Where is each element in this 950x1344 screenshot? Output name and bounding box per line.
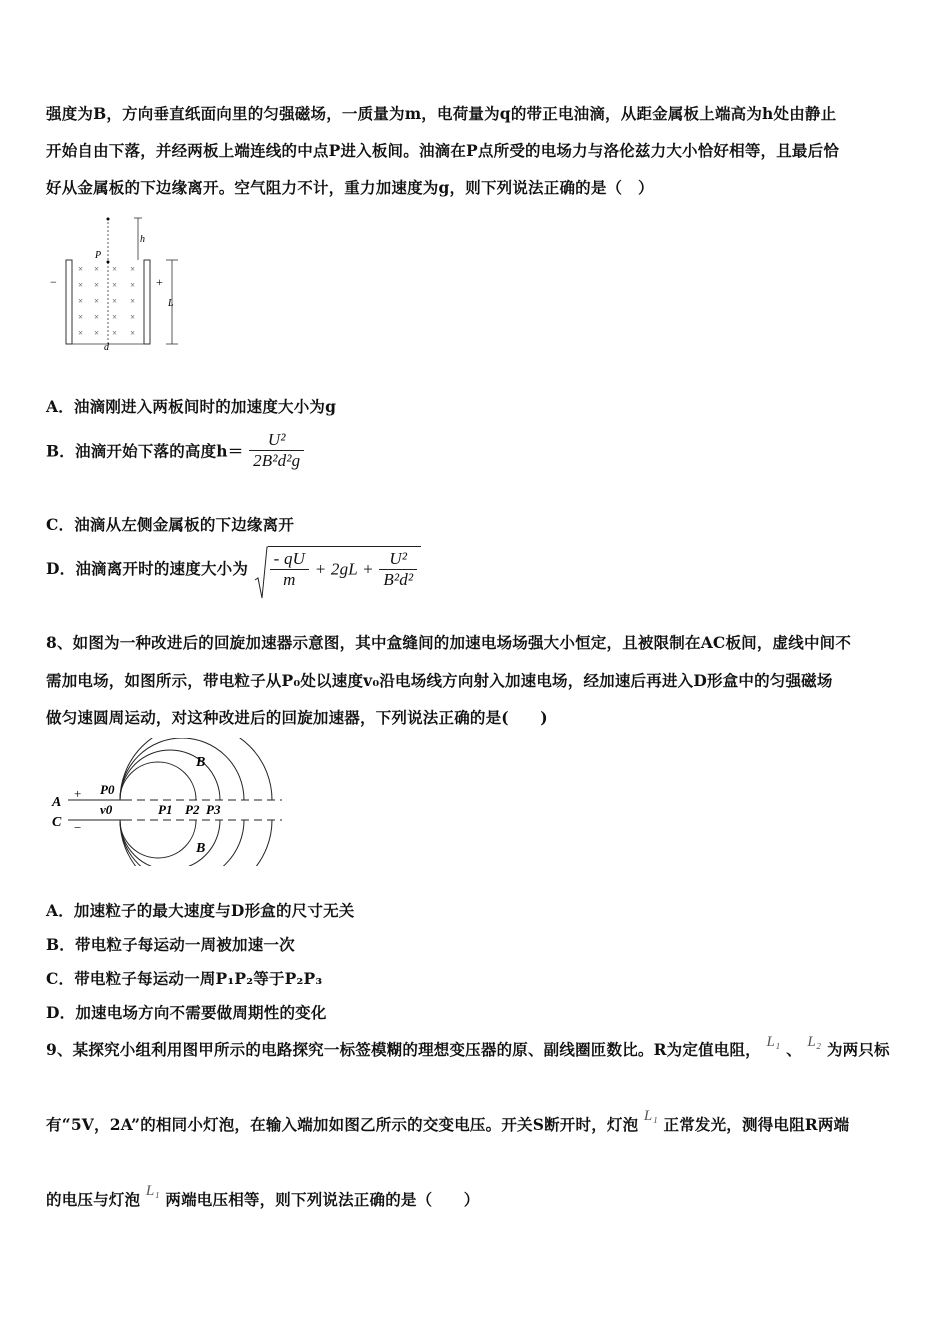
q9-line3-part-2: 两端电压相等，则下列说法正确的是（ ） [165,1190,480,1209]
q9-stem-line-1 [46,1034,890,1060]
cross: × [78,280,84,290]
q8-figure-cyclotron [46,738,296,866]
q7-fig-label-d: d [104,342,109,353]
q7-option-b-numerator: U² [249,430,304,451]
q7-option-d-text: D．油滴离开时的速度大小为 [46,559,249,578]
cross: × [78,328,84,338]
cross: × [78,312,84,322]
q8-fig-label-b-top: B [196,755,206,770]
q7-figure-capacitor-field [46,214,196,354]
cross: × [78,296,84,306]
q7-option-b-denominator: 2B²d²g [253,451,301,470]
q8-option-c: C．带电粒子每运动一周P₁P₂等于P₂P₃ [46,969,323,988]
q7-option-b-text: B．油滴开始下落的高度h＝ [46,441,244,461]
q7-fig-plus: + [156,275,163,289]
cross: × [130,312,136,322]
q7-option-b-fraction [249,430,304,471]
q8-stem-line-1: 8、如图为一种改进后的回旋加速器示意图，其中盒缝间的加速电场场强大小恒定，且被限制在AC板间，虚线中间不 [46,633,852,652]
q8-fig-arc-3 [120,738,244,800]
q7-option-c: C．油滴从左侧金属板的下边缘离开 [46,515,295,534]
q9-line3-part-1: 的电压与灯泡 [46,1190,141,1209]
q7-option-d [46,546,421,590]
q7-option-d-frac2-den: B²d² [383,570,414,589]
q9-symbol-l2: L₂ [807,1034,822,1050]
q7-fig-minus: − [50,275,57,289]
q9-separator: 、 [786,1040,802,1059]
q8-stem-line-2: 需加电场，如图所示，带电粒子从P₀处以速度v₀沿电场线方向射入加速电场，经加速后再进入D形盒中的匀强磁场 [46,671,833,690]
q8-fig-label-b-bottom: B [196,841,206,856]
q8-fig-label-p2: P2 [185,802,200,817]
cross: × [112,280,118,290]
q8-stem-line-3: 做匀速圆周运动，对这种改进后的回旋加速器，下列说法正确的是( ) [46,708,548,727]
q8-fig-label-c: C [52,815,62,830]
q9-stem-part-2: 为两只标 [826,1040,890,1059]
q9-line2-part-1: 有“5V，2A”的相同小灯泡，在输入端加如图乙所示的交变电压。开关S断开时，灯泡 [46,1115,639,1134]
cross: × [130,296,136,306]
q7-option-d-middle-terms: + 2gL + [314,559,374,579]
q7-fig-label-p: P [95,250,102,261]
q7-option-d-frac1-den: m [283,570,296,589]
cross: × [94,264,100,274]
q8-fig-label-p3: P3 [206,802,221,817]
q8-option-b: B．带电粒子每运动一周被加速一次 [46,935,295,954]
sqrt-sign-icon [254,546,268,600]
q7-fig-drop-start [107,218,110,221]
q7-option-d-frac2-num: U² [379,549,417,570]
q8-option-a: A．加速粒子的最大速度与D形盒的尺寸无关 [46,901,355,920]
q9-stem-part-1: 9、某探究小组利用图甲所示的电路探究一标签模糊的理想变压器的原、副线圈匝数比。R为定值电阻， [46,1040,761,1059]
q9-stem-line-3 [46,1183,480,1210]
cross: × [94,296,100,306]
cross: × [130,328,136,338]
q7-stem-line-3: 好从金属板的下边缘离开。空气阻力不计，重力加速度为g，则下列说法正确的是（ ） [46,178,654,197]
cross: × [130,264,136,274]
cross: × [94,280,100,290]
q7-fig-label-h: h [140,234,145,245]
q8-option-d: D．加速电场方向不需要做周期性的变化 [46,1003,327,1022]
q7-fig-right-plate [144,260,150,344]
q7-option-b [46,430,304,471]
q8-fig-label-p1: P1 [158,802,173,817]
q7-fig-left-plate [66,260,72,344]
cross: × [112,312,118,322]
q9-symbol-l1-c: L₁ [145,1183,160,1199]
q9-symbol-l1: L₁ [766,1034,781,1050]
cross: × [112,264,118,274]
q8-fig-minus: − [74,820,82,835]
q8-fig-label-a: A [52,795,62,810]
q7-option-d-frac1-num: - qU [270,549,310,570]
cross: × [78,264,84,274]
q7-fig-point-p [107,261,110,264]
q8-fig-label-p0: P0 [100,782,115,797]
cross: × [112,296,118,306]
q7-stem-line-1: 强度为B，方向垂直纸面向里的匀强磁场，一质量为m，电荷量为q的带正电油滴，从距金属板上端高为h处由静止 [46,104,837,123]
q8-fig-plus: + [74,786,82,801]
cross: × [112,328,118,338]
cross: × [94,312,100,322]
q7-stem-line-2: 开始自由下落，并经两板上端连线的中点P进入板间。油滴在P点所受的电场力与洛伦兹力大小恰好相等，且最后恰 [46,141,840,160]
q9-symbol-l1-b: L₁ [643,1108,658,1124]
cross: × [94,328,100,338]
q7-fig-label-l: L [168,298,174,309]
q8-fig-label-v0: v0 [100,802,113,817]
cross: × [130,280,136,290]
q7-option-d-frac1 [270,549,310,590]
q7-option-d-frac2 [379,549,417,590]
q7-fig-field-crosses [78,264,135,338]
q9-stem-line-2 [46,1108,850,1135]
q9-line2-part-2: 正常发光，测得电阻R两端 [663,1115,850,1134]
q7-option-a: A．油滴刚进入两板间时的加速度大小为g [46,397,337,416]
q7-option-d-radical [254,546,422,590]
